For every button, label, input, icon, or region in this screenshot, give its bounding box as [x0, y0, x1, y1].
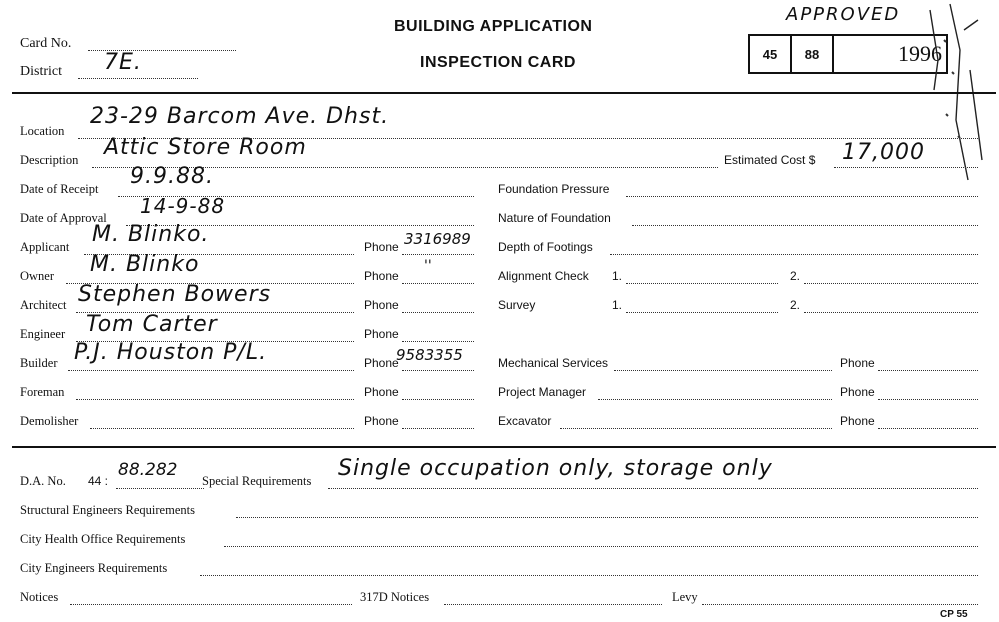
- date-of-approval-label: Date of Approval: [20, 211, 107, 225]
- date-of-receipt-value: 9.9.88.: [130, 164, 214, 189]
- builder-line: [68, 370, 354, 371]
- depth-of-footings-line: [610, 254, 978, 255]
- special-requirements-label: Special Requirements: [202, 474, 312, 488]
- nature-of-foundation-label: Nature of Foundation: [498, 211, 611, 225]
- engineer-label: Engineer: [20, 327, 66, 341]
- project-manager-line: [598, 399, 832, 400]
- project-manager-phone-label: Phone: [840, 385, 875, 399]
- builder-phone-line: [402, 370, 474, 371]
- demolisher-label: Demolisher: [20, 414, 79, 428]
- depth-of-footings-label: Depth of Footings: [498, 240, 593, 254]
- approved-stamp: APPROVED: [786, 4, 901, 25]
- special-requirements-value: Single occupation only, storage only: [338, 456, 773, 481]
- demolisher-line: [90, 428, 354, 429]
- reference-cell-year: 1996: [898, 41, 942, 66]
- owner-value: M. Blinko: [90, 252, 200, 277]
- survey-2: 2.: [790, 298, 801, 312]
- alignment-check-line-1: [626, 283, 778, 284]
- notices-317d-label: 317D Notices: [360, 590, 430, 604]
- district-line: [78, 78, 198, 79]
- survey-line-2: [804, 312, 978, 313]
- notices-line: [70, 604, 352, 605]
- architect-value: Stephen Bowers: [78, 282, 272, 307]
- architect-label: Architect: [20, 298, 67, 312]
- structural-engineers-line: [236, 517, 978, 518]
- notices-label: Notices: [20, 590, 59, 604]
- card-no-label: Card No.: [20, 36, 72, 51]
- structural-engineers-label: Structural Engineers Requirements: [20, 503, 195, 517]
- city-engineers-label: City Engineers Requirements: [20, 561, 168, 575]
- builder-label: Builder: [20, 356, 58, 370]
- reference-cell-2: 88: [804, 46, 820, 62]
- date-of-receipt-label: Date of Receipt: [20, 182, 99, 196]
- excavator-line: [560, 428, 832, 429]
- foundation-pressure-label: Foundation Pressure: [498, 182, 610, 196]
- demolisher-phone-line: [402, 428, 474, 429]
- levy-line: [702, 604, 978, 605]
- city-engineers-line: [200, 575, 978, 576]
- architect-phone-line: [402, 312, 474, 313]
- foreman-line: [76, 399, 354, 400]
- applicant-phone-value: 3316989: [404, 230, 471, 248]
- owner-label: Owner: [20, 269, 55, 283]
- survey-line-1: [626, 312, 778, 313]
- applicant-phone-line: [402, 254, 474, 255]
- excavator-phone-label: Phone: [840, 414, 875, 428]
- nature-of-foundation-line: [632, 225, 978, 226]
- da-no-value: 88.282: [118, 460, 178, 480]
- description-value: Attic Store Room: [104, 135, 307, 160]
- special-requirements-line: [328, 488, 978, 489]
- mechanical-services-line: [614, 370, 832, 371]
- foreman-phone-line: [402, 399, 474, 400]
- engineer-phone-label: Phone: [364, 327, 399, 341]
- district-label: District: [20, 64, 62, 79]
- survey-label: Survey: [498, 298, 536, 312]
- applicant-label: Applicant: [20, 240, 70, 254]
- levy-label: Levy: [672, 590, 698, 604]
- owner-phone-label: Phone: [364, 269, 399, 283]
- project-manager-label: Project Manager: [498, 385, 587, 399]
- description-label: Description: [20, 153, 79, 167]
- alignment-check-1: 1.: [612, 269, 623, 283]
- da-no-label: D.A. No.: [20, 474, 66, 488]
- date-of-approval-value: 14-9-88: [140, 194, 226, 218]
- city-health-line: [224, 546, 978, 547]
- location-label: Location: [20, 124, 65, 138]
- estimated-cost-label: Estimated Cost $: [724, 153, 816, 167]
- margin-scribble: [920, 0, 999, 200]
- owner-phone-value: '': [424, 258, 432, 274]
- city-health-label: City Health Office Requirements: [20, 532, 186, 546]
- excavator-label: Excavator: [498, 414, 552, 428]
- da-no-line: [116, 488, 204, 489]
- mechanical-services-label: Mechanical Services: [498, 356, 609, 370]
- da-no-prefix: 44 :: [88, 474, 109, 488]
- lower-divider: [12, 446, 996, 448]
- demolisher-phone-label: Phone: [364, 414, 399, 428]
- reference-cell-1: 45: [762, 46, 778, 62]
- location-value: 23-29 Barcom Ave. Dhst.: [90, 104, 390, 129]
- card-title-line1: BUILDING APPLICATION: [394, 18, 593, 35]
- foreman-label: Foreman: [20, 385, 65, 399]
- header-divider: [12, 92, 996, 94]
- engineer-phone-line: [402, 341, 474, 342]
- estimated-cost-value: 17,000: [842, 140, 925, 165]
- owner-phone-line: [402, 283, 474, 284]
- mechanical-services-phone-line: [878, 370, 978, 371]
- applicant-phone-label: Phone: [364, 240, 399, 254]
- builder-phone-label: Phone: [364, 356, 399, 370]
- architect-phone-label: Phone: [364, 298, 399, 312]
- builder-value: P.J. Houston P/L.: [74, 340, 268, 365]
- engineer-value: Tom Carter: [86, 312, 218, 337]
- district-value: 7E.: [104, 50, 142, 75]
- foundation-pressure-line: [626, 196, 978, 197]
- notices-317d-line: [444, 604, 662, 605]
- foreman-phone-label: Phone: [364, 385, 399, 399]
- alignment-check-2: 2.: [790, 269, 801, 283]
- mechanical-services-phone-label: Phone: [840, 356, 875, 370]
- excavator-phone-line: [878, 428, 978, 429]
- project-manager-phone-line: [878, 399, 978, 400]
- builder-phone-value: 9583355: [396, 346, 463, 364]
- estimated-cost-line: [834, 167, 978, 168]
- form-code: CP 55: [940, 609, 968, 620]
- applicant-value: M. Blinko.: [92, 222, 210, 247]
- alignment-check-line-2: [804, 283, 978, 284]
- survey-1: 1.: [612, 298, 623, 312]
- reference-box: [748, 34, 948, 74]
- card-title-line2: INSPECTION CARD: [420, 54, 576, 71]
- alignment-check-label: Alignment Check: [498, 269, 589, 283]
